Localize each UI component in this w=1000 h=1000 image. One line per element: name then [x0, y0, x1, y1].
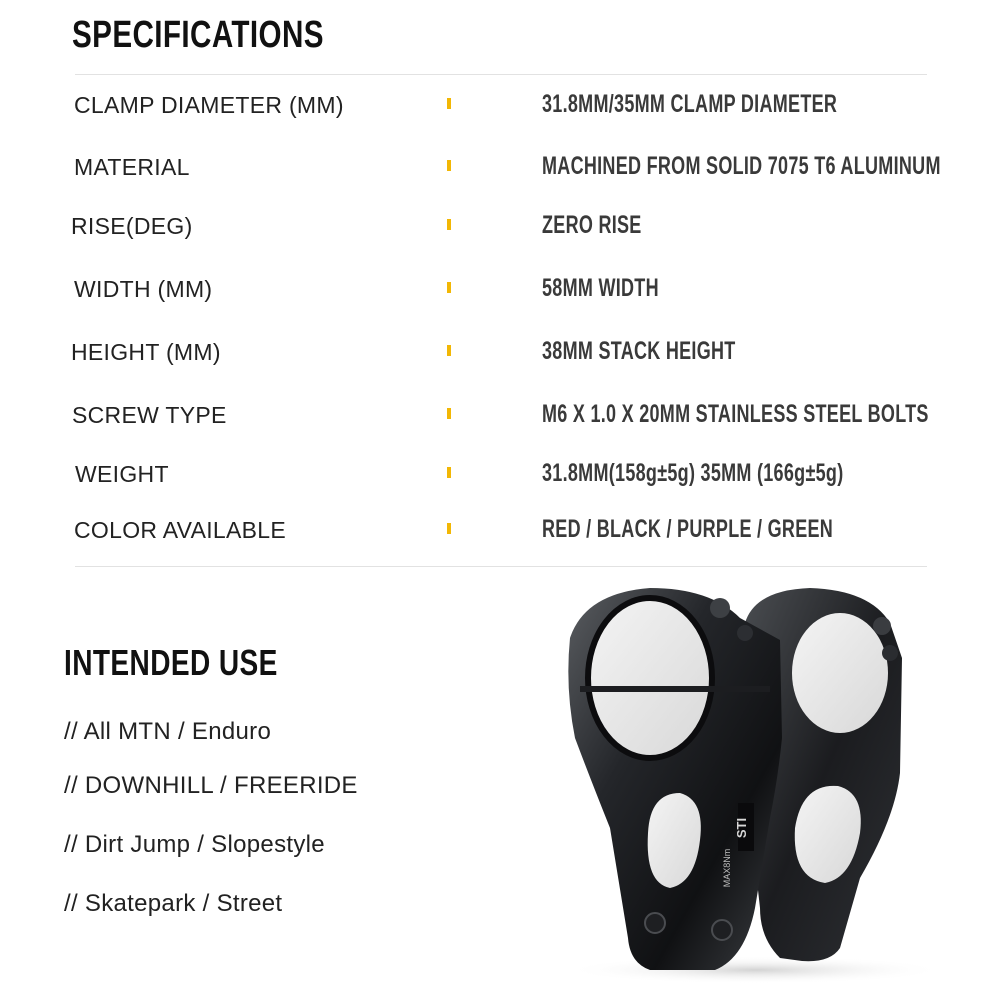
spec-row-material: [0, 148, 1000, 188]
spec-value: 58MM WIDTH: [542, 274, 659, 302]
spec-row-color-available: [0, 511, 1000, 551]
spec-label: WIDTH (MM): [74, 276, 213, 302]
torque-mark: MAX8Nm: [722, 848, 732, 888]
spec-label: WEIGHT: [75, 461, 169, 487]
spec-label: HEIGHT (MM): [71, 339, 221, 365]
spec-marker: [447, 219, 451, 230]
spec-value: M6 X 1.0 X 20MM STAINLESS STEEL BOLTS: [542, 400, 929, 428]
spec-row-screw-type: [0, 396, 1000, 436]
spec-value: ZERO RISE: [542, 211, 642, 239]
brand-mark: STI: [734, 817, 749, 839]
spec-label: CLAMP DIAMETER (MM): [74, 92, 344, 118]
bike-stem-product-image: [540, 578, 980, 990]
spec-marker: [447, 345, 451, 356]
spec-value: 38MM STACK HEIGHT: [542, 337, 736, 365]
intended-use-title: INTENDED USE: [64, 642, 278, 683]
spec-value: MACHINED FROM SOLID 7075 T6 ALUMINUM: [542, 152, 941, 180]
intended-use-item: // Dirt Jump / Slopestyle: [64, 831, 325, 858]
specifications-title: SPECIFICATIONS: [72, 14, 324, 56]
spec-marker: [447, 160, 451, 171]
spec-label: RISE(DEG): [71, 213, 193, 239]
spec-value: 31.8MM/35MM CLAMP DIAMETER: [542, 90, 838, 118]
spec-marker: [447, 282, 451, 293]
spec-marker: [447, 467, 451, 478]
spec-label: MATERIAL: [74, 154, 190, 180]
intended-use-item: // All MTN / Enduro: [64, 718, 272, 745]
spec-row-weight: [0, 455, 1000, 495]
intended-use-item: // Skatepark / Street: [64, 890, 283, 917]
spec-row-height: [0, 333, 1000, 373]
spec-marker: [447, 98, 451, 109]
spec-label: SCREW TYPE: [72, 402, 227, 428]
spec-row-width: [0, 270, 1000, 310]
spec-label: COLOR AVAILABLE: [74, 517, 287, 543]
spec-marker: [447, 523, 451, 534]
divider-bottom: [75, 566, 927, 567]
spec-value: RED / BLACK / PURPLE / GREEN: [542, 515, 834, 543]
divider-top: [75, 74, 927, 75]
intended-use-item: // DOWNHILL / FREERIDE: [64, 772, 358, 799]
spec-marker: [447, 408, 451, 419]
spec-row-clamp-diameter: [0, 86, 1000, 126]
spec-value: 31.8MM(158g±5g) 35MM (166g±5g): [542, 459, 844, 487]
spec-row-rise: [0, 207, 1000, 247]
